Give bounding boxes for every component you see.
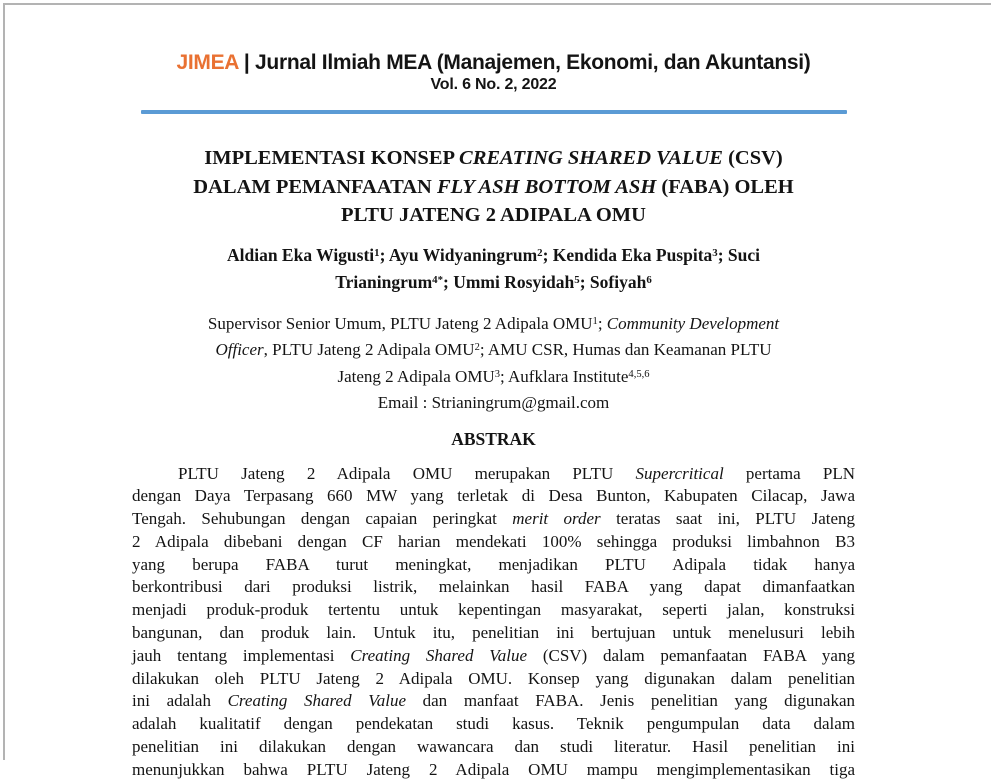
abstract-line: ini adalah Creating Shared Value dan manfaat FABA. Jenis penelitian yang digunakan	[132, 691, 855, 711]
author-line: Trianingrum$^{4*}$; Ummi Rosyidah$^5$; Sofiyah$^6$	[335, 271, 652, 292]
journal-title-line	[132, 50, 855, 75]
article-title-line: DALAM PEMANFAATAN FLY ASH BOTTOM ASH (FABA) OLEH	[193, 175, 794, 198]
abstract-line: berkontribusi dari produksi listrik, melainkan hasil FABA yang dapat dimanfaatkan	[132, 577, 855, 597]
abstract-line: dilakukan oleh PLTU Jateng 2 Adipala OMU. Konsep yang digunakan dalam penelitian	[132, 668, 855, 688]
abstract-line: adalah kualitatif dengan pendekatan studi kasus. Teknik pengumpulan data dalam	[132, 714, 855, 734]
article-affiliations	[132, 312, 855, 415]
journal-volume: Vol. 6 No. 2, 2022	[430, 76, 557, 93]
affiliation-line: Email : Strianingrum@gmail.com	[377, 393, 610, 412]
journal-brand: JIMEA	[176, 51, 239, 74]
affiliation-line: Officer, PLTU Jateng 2 Adipala OMU$^2$; AMU CSR, Humas dan Keamanan PLTU	[215, 340, 772, 359]
abstract-line: jauh tentang implementasi Creating Shared Value (CSV) dalam pemanfaatan FABA yang	[132, 645, 855, 665]
page-content	[132, 5, 855, 782]
abstract-line: menunjukkan bahwa PLTU Jateng 2 Adipala OMU mampu mengimplementasikan tiga	[132, 759, 855, 779]
article-title-line: IMPLEMENTASI KONSEP CREATING SHARED VALUE (CSV)	[204, 147, 783, 169]
abstract-line: Tengah. Sehubungan dengan capaian peringkat merit order teratas saat ini, PLTU Jateng	[132, 509, 856, 529]
journal-header	[132, 5, 855, 114]
article-authors	[132, 243, 855, 297]
affiliation-line: Supervisor Senior Umum, PLTU Jateng 2 Adipala OMU$^1$; Community Development	[207, 313, 780, 333]
article-title	[132, 144, 855, 230]
document-page	[3, 3, 991, 779]
author-line: Aldian Eka Wigusti$^1$; Ayu Widyaningrum$^2$; Kendida Eka Puspita$^3$; Suci	[226, 244, 761, 265]
abstract-line: menjadi produk-produk tertentu untuk kepentingan masyarakat, seperti jalan, konstruksi	[132, 600, 855, 620]
abstract-body	[132, 463, 855, 782]
header-rule	[141, 110, 847, 114]
abstract-line: dengan Daya Terpasang 660 MW yang terletak di Desa Bunton, Kabupaten Cilacap, Jawa	[132, 486, 855, 506]
abstract-line: penelitian ini dilakukan dengan wawancara dan studi literatur. Hasil penelitian ini	[132, 737, 855, 757]
article-title-line: PLTU JATENG 2 ADIPALA OMU	[341, 204, 646, 226]
abstract-heading: ABSTRAK	[451, 428, 536, 449]
journal-name: | Jurnal Ilmiah MEA (Manajemen, Ekonomi, dan Akuntansi)	[238, 51, 811, 74]
abstract-line: bangunan, dan produk lain. Untuk itu, penelitian ini bertujuan untuk menelusuri lebih	[132, 623, 855, 643]
abstract-line: 2 Adipala dibebani dengan CF harian mendekati 100% sehingga produksi limbahnon B3	[132, 531, 855, 551]
abstract-line: PLTU Jateng 2 Adipala OMU merupakan PLTU Supercritical pertama PLN	[178, 463, 856, 483]
affiliation-line: Jateng 2 Adipala OMU$^3$; Aufklara Institute$^{4,5,6}$	[337, 366, 650, 386]
abstract-line: yang berupa FABA turut meningkat, menjadikan PLTU Adipala tidak hanya	[132, 554, 855, 574]
